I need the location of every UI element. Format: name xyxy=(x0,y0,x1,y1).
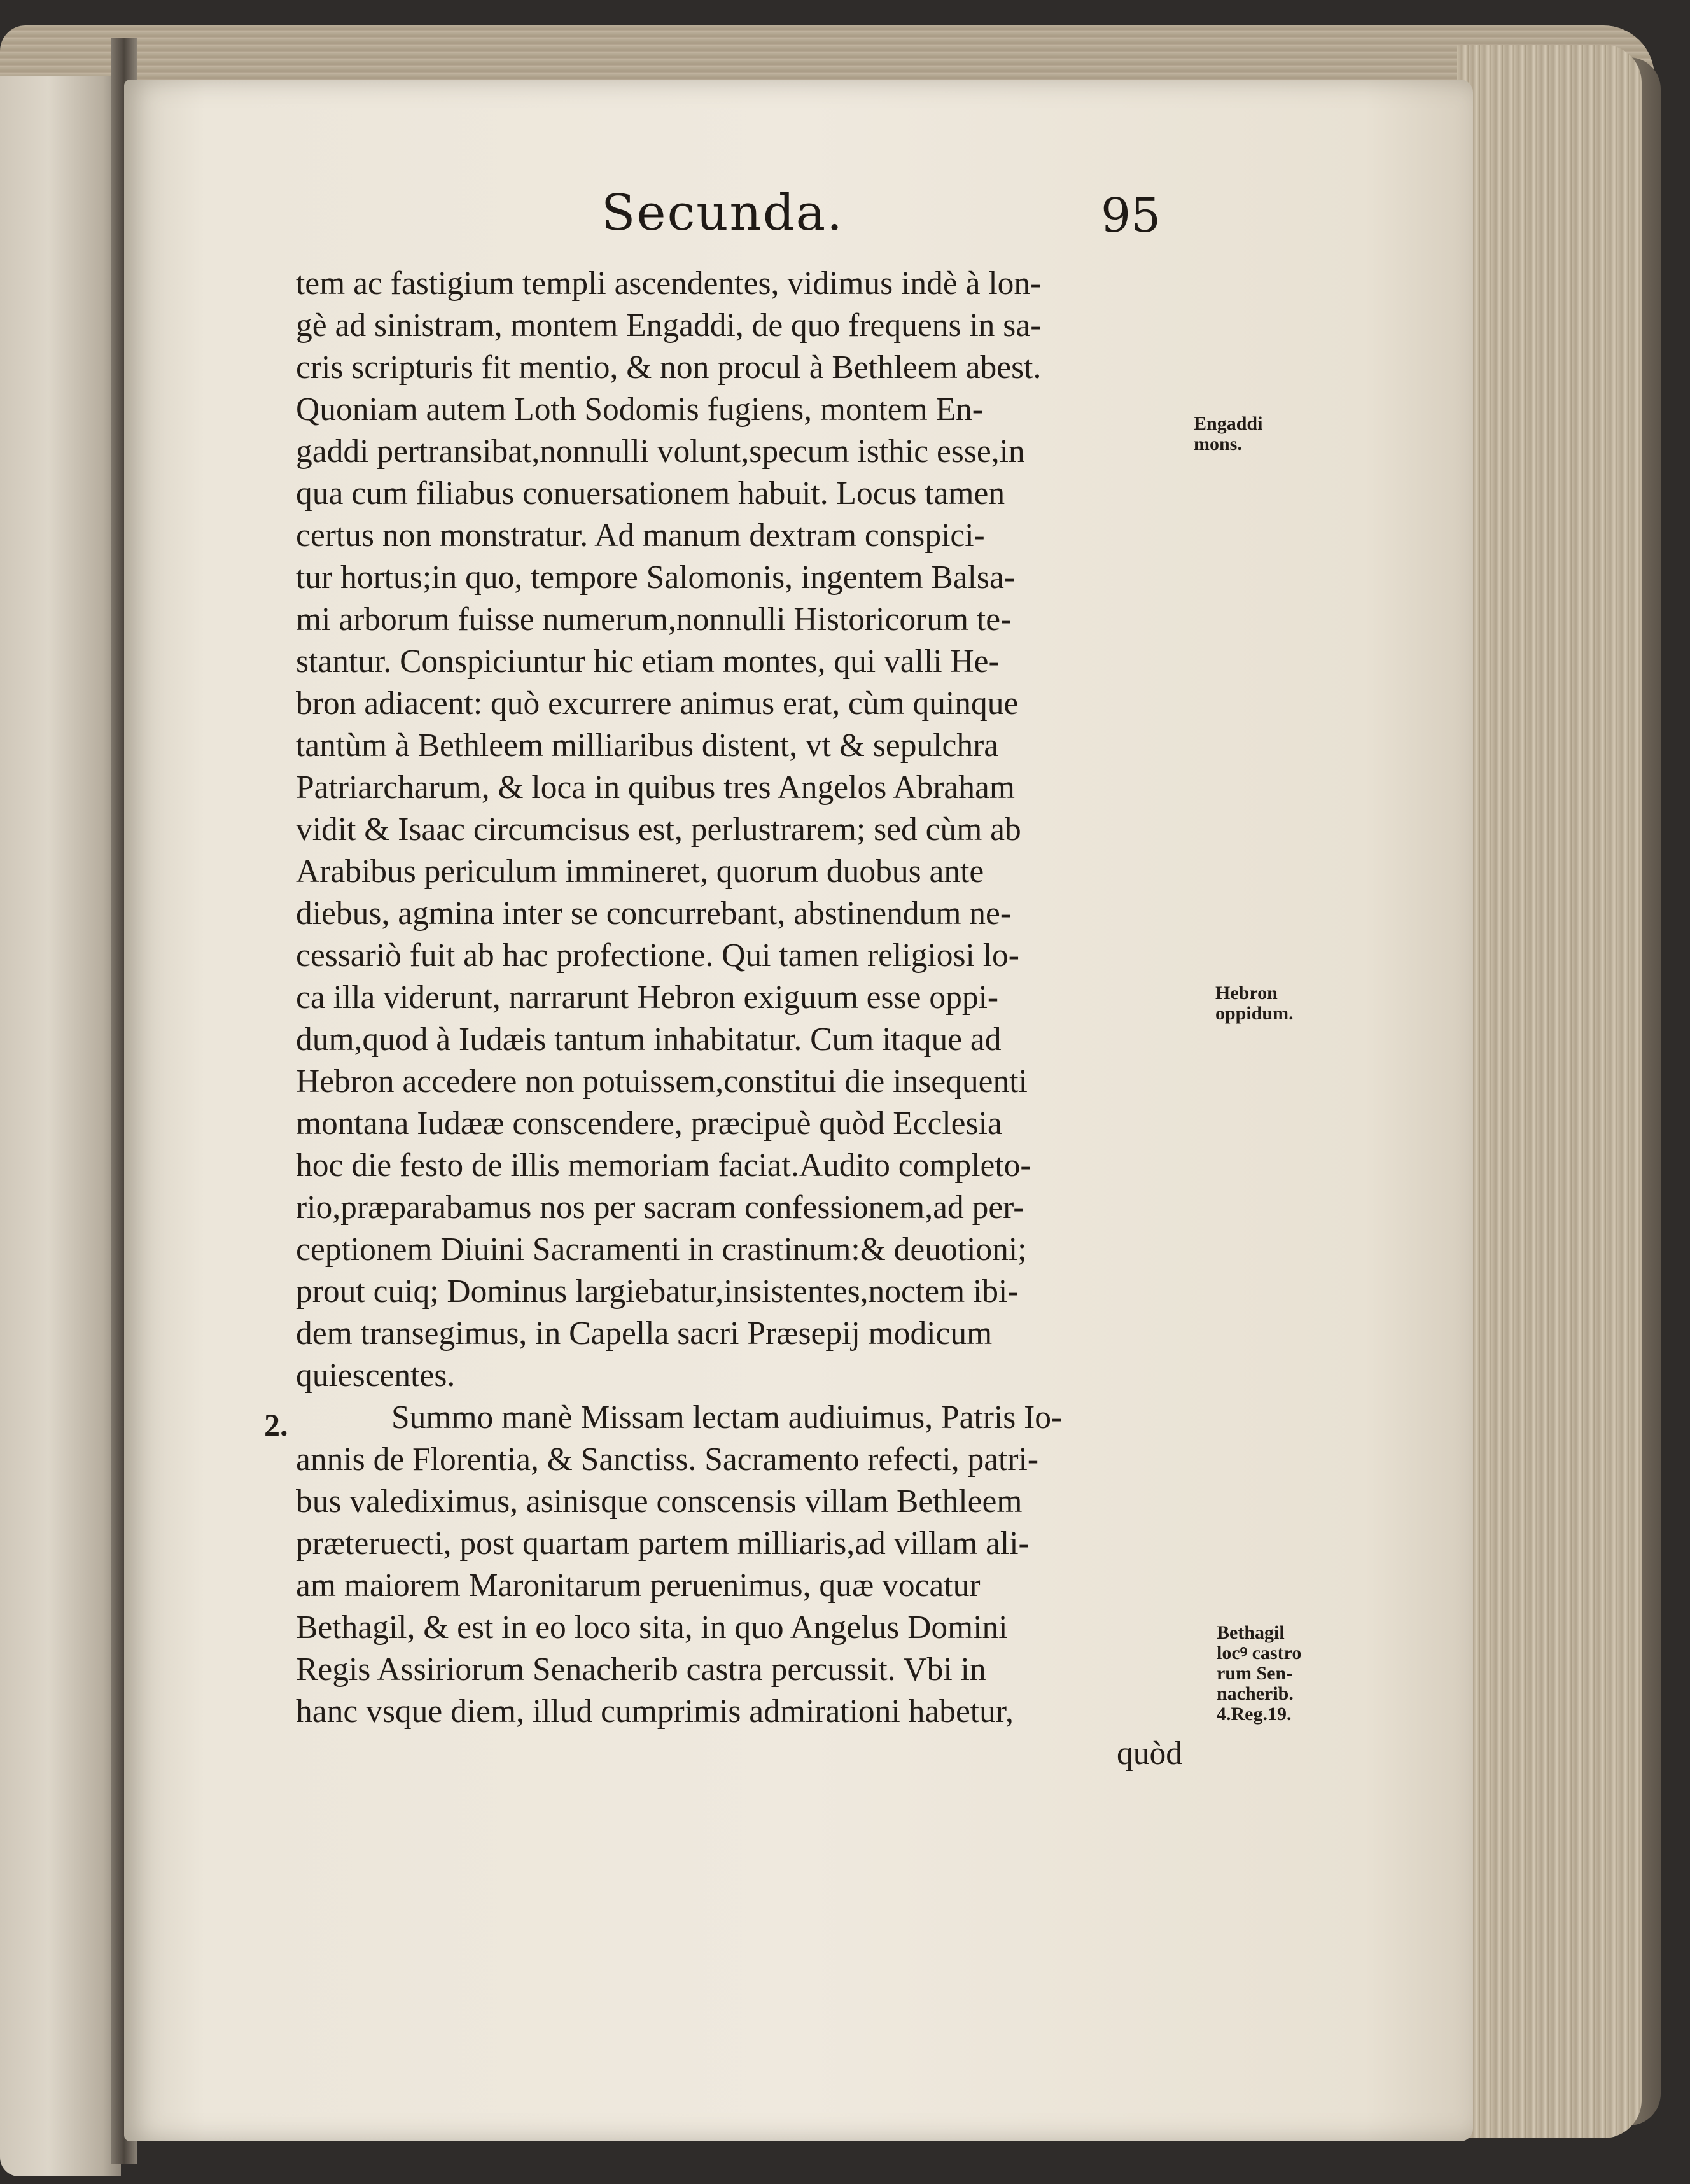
text-line: Patriarcharum, & loca in quibus tres Angelos Abraham xyxy=(296,769,1015,806)
page-number: 95 xyxy=(1101,188,1161,243)
marginal-note-line: mons. xyxy=(1194,433,1242,454)
text-line: prout cuiq; Dominus largiebatur,insistentes,noctem ibi- xyxy=(296,1273,1019,1310)
text-line: Hebron accedere non potuissem,constitui die insequenti xyxy=(296,1063,1028,1100)
running-head: Secunda. xyxy=(601,185,844,242)
text-line: annis de Florentia, & Sanctiss. Sacramento refecti, patri- xyxy=(296,1441,1038,1478)
text-line: vidit & Isaac circumcisus est, perlustrarem; sed cùm ab xyxy=(296,811,1021,848)
text-line: cessariò fuit ab hac profectione. Qui tamen religiosi lo- xyxy=(296,937,1019,974)
text-line: certus non monstratur. Ad manum dextram conspici- xyxy=(296,517,985,554)
text-line: qua cum filiabus conuersationem habuit. Locus tamen xyxy=(296,475,1005,512)
marginal-note-engaddi xyxy=(1194,414,1262,454)
text-line: diebus, agmina inter se concurrebant, abstinendum ne- xyxy=(296,895,1012,932)
text-line: stantur. Conspiciuntur hic etiam montes, qui valli He- xyxy=(296,643,1000,680)
marginal-note-line: Bethagil xyxy=(1217,1622,1285,1643)
marginal-note-hebron xyxy=(1215,983,1294,1024)
text-line: Bethagil, & est in eo loco sita, in quo Angelus Domini xyxy=(296,1609,1008,1646)
marginal-note-line: locꝰ castro xyxy=(1217,1642,1302,1663)
text-line: ceptionem Diuini Sacramenti in crastinum:& deuotioni; xyxy=(296,1231,1027,1268)
text-line: gè ad sinistram, montem Engaddi, de quo frequens in sa- xyxy=(296,307,1042,344)
marginal-note-line: Hebron xyxy=(1215,983,1278,1004)
paragraph-number: 2. xyxy=(264,1407,288,1443)
text-line: gaddi pertransibat,nonnulli volunt,specum isthic esse,in xyxy=(296,433,1025,470)
marginal-note-bethagil xyxy=(1217,1623,1301,1725)
text-line: hoc die festo de illis memoriam faciat.Audito completo- xyxy=(296,1147,1031,1184)
marginal-note-line: Engaddi xyxy=(1194,413,1263,434)
text-line: tur hortus;in quo, tempore Salomonis, ingentem Balsa- xyxy=(296,559,1015,596)
text-line: Quoniam autem Loth Sodomis fugiens, montem En- xyxy=(296,391,983,428)
body-text xyxy=(296,263,1194,1733)
catchword: quòd xyxy=(1117,1735,1182,1772)
text-line: tem ac fastigium templi ascendentes, vidimus indè à lon- xyxy=(296,265,1042,302)
text-line: Regis Assiriorum Senacherib castra percussit. Vbi in xyxy=(296,1651,986,1688)
text-line: dem transegimus, in Capella sacri Præsepij modicum xyxy=(296,1315,993,1352)
text-line: tantùm à Bethleem milliaribus distent, vt & sepulchra xyxy=(296,727,999,764)
text-line: am maiorem Maronitarum peruenimus, quæ vocatur xyxy=(296,1567,981,1604)
marginal-note-line: oppidum. xyxy=(1215,1003,1294,1024)
marginal-note-line: nacherib. xyxy=(1217,1683,1294,1704)
left-page-edge xyxy=(0,76,121,2176)
text-line: rio,præparabamus nos per sacram confessionem,ad per- xyxy=(296,1189,1024,1226)
text-line: Arabibus periculum immineret, quorum duobus ante xyxy=(296,853,984,890)
marginal-note-line: 4.Reg.19. xyxy=(1217,1704,1292,1725)
text-line: bus valediximus, asinisque conscensis villam Bethleem xyxy=(296,1483,1023,1520)
marginal-note-line: rum Sen- xyxy=(1217,1663,1293,1684)
text-line: quiescentes. xyxy=(296,1357,456,1394)
text-line: bron adiacent: quò excurrere animus erat, cùm quinque xyxy=(296,685,1019,722)
text-line: mi arborum fuisse numerum,nonnulli Historicorum te- xyxy=(296,601,1012,638)
fore-edge-pages xyxy=(1457,45,1642,2138)
text-line: ca illa viderunt, narrarunt Hebron exiguum esse oppi- xyxy=(296,979,999,1016)
text-line: montana Iudææ conscendere, præcipuè quòd Ecclesia xyxy=(296,1105,1002,1142)
text-line: præteruecti, post quartam partem milliaris,ad villam ali- xyxy=(296,1525,1030,1562)
text-line-indented: Summo manè Missam lectam audiuimus, Patris Io- xyxy=(391,1399,1063,1436)
text-line: dum,quod à Iudæis tantum inhabitatur. Cum itaque ad xyxy=(296,1021,1002,1058)
text-line: cris scripturis fit mentio, & non procul à Bethleem abest. xyxy=(296,349,1042,386)
text-line: hanc vsque diem, illud cumprimis admirationi habetur, xyxy=(296,1693,1014,1730)
